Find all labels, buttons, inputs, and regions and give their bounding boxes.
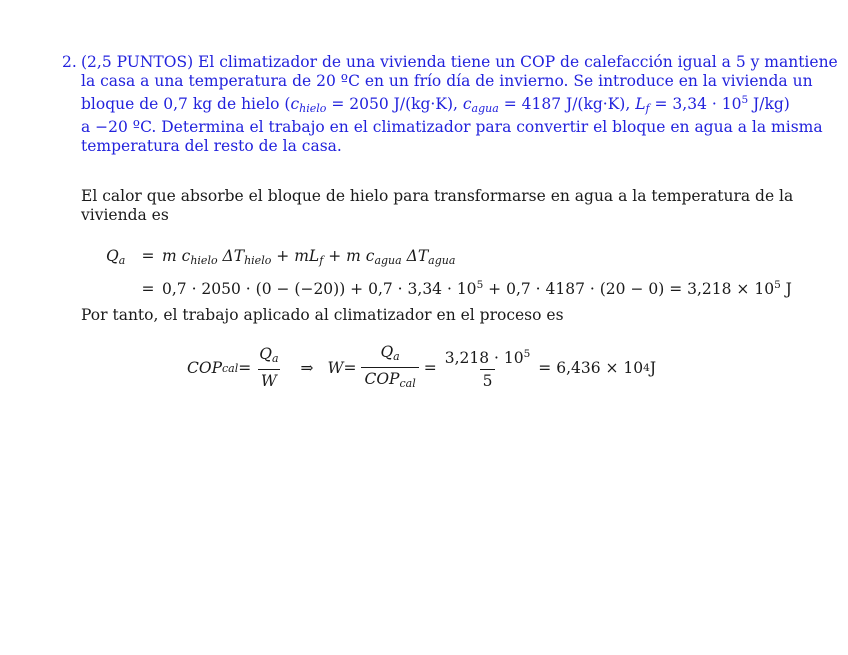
solution-intro-line-1: El calor que absorbe el bloque de hielo para transformarse en agua a la temperatura de la <box>81 187 794 205</box>
fraction-qa-over-cop: $\frac{Q_a}{COP_{cal}}$ <box>361 343 418 393</box>
heat-equation-row-2: = $0,7 \cdot 2050 \cdot (0 - (-20)) + 0,7 \cdot 3,34 \cdot 10^5 + 0,7 \cdot 4187 \cdot (20 - 0) = 3,218 \times 10^5$ J <box>141 279 792 298</box>
heat-equation-row-1: $Q_a$ = m $c_{hielo}$ $\Delta T_{hielo} + mL_f + m$ $c_{agua}$ $\Delta T_{agua}$ <box>106 247 456 267</box>
problem-statement <box>62 53 838 156</box>
solution-work-text: Por tanto, el trabajo aplicado al climatizador en el proceso es <box>81 306 564 324</box>
problem-line-4: a −20 ºC. Determina el trabajo en el climatizador para convertir el bloque en agua a la misma <box>81 118 823 136</box>
problem-number: 2. <box>62 53 77 71</box>
problem-text <box>81 53 838 156</box>
work-formula: COP cal = $\frac{Q_a}{W}$ ⇒ W = $\frac{Q_a}{COP_{cal}}$ = $\frac{3,218 \cdot 10^5}{5}$ = 6,436 × 10 4 J <box>187 343 656 393</box>
problem-line-3: bloque de 0,7 kg de hielo ($c_{hielo} = 2050$ J/(kg·K), $c_{agua} = 4187$ J/(kg·K), $L_f = 3,34 \cdot 10^5$ J/kg) <box>81 94 790 115</box>
solution-intro-line-2: vivienda es <box>81 206 169 224</box>
heat-equation <box>106 244 792 301</box>
problem-line-2: la casa a una temperatura de 20 ºC en un frío día de invierno. Se introduce en la vivienda un <box>81 72 813 90</box>
implies-arrow: ⇒ <box>300 359 314 377</box>
fraction-qa-over-w: $\frac{Q_a}{W}$ <box>259 345 279 390</box>
problem-line-5: temperatura del resto de la casa. <box>81 137 342 155</box>
fraction-value: $\frac{3,218 \cdot 10^5}{5}$ <box>444 348 531 390</box>
problem-line-1: (2,5 PUNTOS) El climatizador de una vivienda tiene un COP de calefacción igual a 5 y mantiene <box>81 53 838 71</box>
solution-intro <box>81 187 794 225</box>
